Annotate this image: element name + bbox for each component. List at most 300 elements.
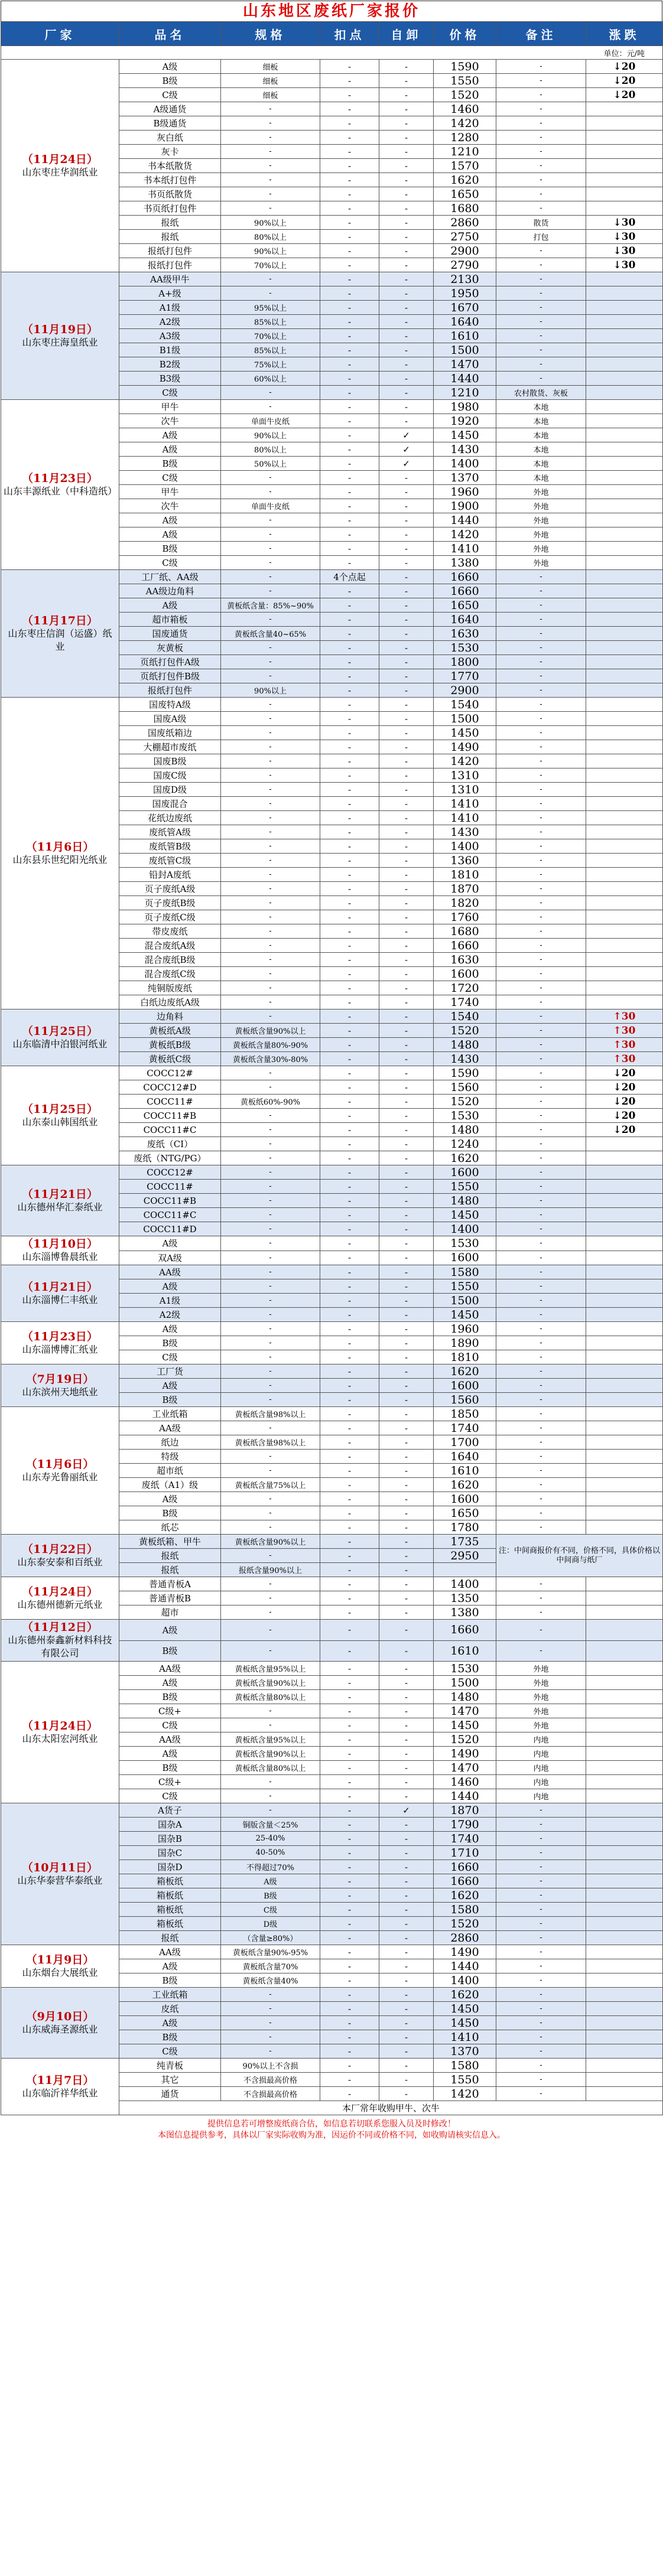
cell-change <box>586 740 663 754</box>
cell-deduct: - <box>320 1718 379 1732</box>
cell-deduct: - <box>320 641 379 655</box>
cell-product: 通货 <box>119 2087 221 2101</box>
cell-change: ↓30 <box>586 216 663 230</box>
cell-change <box>586 613 663 627</box>
cell-deduct: - <box>320 1180 379 1194</box>
cell-deduct: - <box>320 272 379 286</box>
cell-unload: - <box>379 1973 434 1988</box>
cell-deduct: - <box>320 442 379 457</box>
cell-price: 1890 <box>434 1336 496 1350</box>
cell-product: 纯青板 <box>119 2059 221 2073</box>
cell-product: 黄板纸C级 <box>119 1052 221 1066</box>
cell-spec: 黄板纸含量95%以上 <box>221 1732 320 1747</box>
cell-price: 1370 <box>434 2044 496 2059</box>
cell-unload: - <box>379 216 434 230</box>
cell-spec: - <box>221 1308 320 1322</box>
cell-spec: - <box>221 1988 320 2002</box>
cell-change <box>586 1506 663 1520</box>
cell-spec: - <box>221 967 320 981</box>
cell-unload: - <box>379 1364 434 1379</box>
cell-unload: - <box>379 2059 434 2073</box>
cell-deduct: - <box>320 1931 379 1945</box>
cell-change: ↓20 <box>586 1123 663 1137</box>
cell-unload: - <box>379 1336 434 1350</box>
cell-change <box>586 641 663 655</box>
cell-spec: - <box>221 527 320 542</box>
cell-deduct: - <box>320 556 379 570</box>
cell-change <box>586 343 663 357</box>
cell-spec: - <box>221 485 320 499</box>
cell-remark: 外地 <box>496 499 586 513</box>
cell-price: 1640 <box>434 315 496 329</box>
cell-spec: - <box>221 854 320 868</box>
cell-price: 1520 <box>434 88 496 102</box>
cell-product: 国杂D <box>119 1860 221 1874</box>
cell-deduct: - <box>320 839 379 854</box>
cell-deduct: - <box>320 1549 379 1563</box>
cell-unload: - <box>379 1988 434 2002</box>
footer <box>1 2115 662 2141</box>
cell-product: 报纸 <box>119 1931 221 1945</box>
cell-unload: - <box>379 1024 434 1038</box>
cell-unload: - <box>379 1450 434 1464</box>
cell-deduct: - <box>320 1888 379 1903</box>
cell-change <box>586 1464 663 1478</box>
cell-spec: 黄板纸含量：85%~90% <box>221 598 320 613</box>
cell-change <box>586 386 663 400</box>
cell-product: 超市纸 <box>119 1464 221 1478</box>
cell-price: 1380 <box>434 1605 496 1620</box>
cell-price: 1400 <box>434 457 496 471</box>
cell-product: 报纸打包件 <box>119 683 221 698</box>
cell-deduct: - <box>320 768 379 783</box>
cell-spec: - <box>221 1421 320 1435</box>
cell-deduct: - <box>320 1662 379 1676</box>
unit-row <box>1 46 663 60</box>
cell-change <box>586 783 663 797</box>
cell-deduct: - <box>320 74 379 88</box>
cell-product: 带皮废纸 <box>119 924 221 939</box>
cell-unload: - <box>379 740 434 754</box>
cell-spec: 单面牛皮纸 <box>221 414 320 428</box>
cell-price: 1660 <box>434 570 496 584</box>
cell-price: 1550 <box>434 74 496 88</box>
cell-unload: - <box>379 797 434 811</box>
factory-cell <box>1 1535 119 1577</box>
cell-change <box>586 485 663 499</box>
cell-deduct: - <box>320 542 379 556</box>
cell-deduct: - <box>320 2016 379 2030</box>
cell-spec: - <box>221 1137 320 1151</box>
cell-deduct: - <box>320 1761 379 1775</box>
cell-spec: - <box>221 1718 320 1732</box>
cell-spec: - <box>221 868 320 882</box>
cell-price: 2900 <box>434 244 496 258</box>
cell-unload: - <box>379 1265 434 1279</box>
cell-change <box>586 1279 663 1294</box>
cell-product: 国杂B <box>119 1832 221 1846</box>
cell-deduct: - <box>320 2002 379 2016</box>
cell-product: B级 <box>119 1336 221 1350</box>
cell-deduct: - <box>320 995 379 1009</box>
cell-change <box>586 1988 663 2002</box>
cell-remark: 本地 <box>496 442 586 457</box>
cell-spec: - <box>221 655 320 669</box>
cell-spec: - <box>221 1640 320 1662</box>
factory-name: 山东泰安泰和百纸业 <box>17 1556 103 1568</box>
cell-price: 1450 <box>434 428 496 442</box>
cell-change <box>586 1888 663 1903</box>
cell-product: 超市箱板 <box>119 613 221 627</box>
cell-remark: - <box>496 1080 586 1095</box>
cell-deduct: - <box>320 1379 379 1393</box>
cell-deduct: - <box>320 1308 379 1322</box>
cell-remark: - <box>496 1009 586 1024</box>
cell-price: 1310 <box>434 768 496 783</box>
cell-unload: - <box>379 1421 434 1435</box>
factory-cell <box>1 1803 119 1945</box>
cell-deduct: - <box>320 740 379 754</box>
factory-date: （10月11日） <box>22 1861 98 1874</box>
cell-spec: 黄板纸60%-90% <box>221 1095 320 1109</box>
cell-unload: - <box>379 1236 434 1251</box>
cell-unload: - <box>379 1690 434 1704</box>
cell-remark: - <box>496 2044 586 2059</box>
cell-change <box>586 1818 663 1832</box>
cell-deduct: - <box>320 1988 379 2002</box>
cell-change <box>586 939 663 953</box>
cell-price: 1720 <box>434 981 496 995</box>
factory-cell <box>1 1265 119 1322</box>
cell-unload: - <box>379 1520 434 1535</box>
cell-unload: - <box>379 1789 434 1803</box>
cell-price: 1500 <box>434 1676 496 1690</box>
cell-change <box>586 1832 663 1846</box>
cell-remark: - <box>496 1379 586 1393</box>
cell-deduct: - <box>320 102 379 116</box>
cell-product: A级 <box>119 428 221 442</box>
cell-deduct: - <box>320 797 379 811</box>
cell-product: C级 <box>119 556 221 570</box>
cell-price: 1530 <box>434 1662 496 1676</box>
cell-deduct: - <box>320 1080 379 1095</box>
cell-price: 1520 <box>434 1024 496 1038</box>
cell-deduct: - <box>320 1520 379 1535</box>
cell-change <box>586 542 663 556</box>
cell-deduct: - <box>320 116 379 131</box>
cell-deduct: - <box>320 1095 379 1109</box>
cell-deduct: - <box>320 428 379 442</box>
cell-product: A级 <box>119 513 221 527</box>
cell-remark: - <box>496 669 586 683</box>
cell-remark: 内地 <box>496 1775 586 1789</box>
cell-remark: 内地 <box>496 1761 586 1775</box>
cell-product: 废纸管A级 <box>119 825 221 839</box>
cell-spec: A级 <box>221 1874 320 1888</box>
cell-change <box>586 1874 663 1888</box>
cell-unload: - <box>379 471 434 485</box>
cell-change <box>586 499 663 513</box>
cell-product: 次牛 <box>119 414 221 428</box>
cell-change <box>586 1931 663 1945</box>
cell-unload: - <box>379 301 434 315</box>
cell-change <box>586 811 663 825</box>
cell-price: 1480 <box>434 1123 496 1137</box>
cell-change <box>586 1747 663 1761</box>
cell-unload: - <box>379 102 434 116</box>
cell-unload: - <box>379 1662 434 1676</box>
cell-spec: 黄板纸含量90%-95% <box>221 1945 320 1959</box>
cell-change <box>586 1322 663 1336</box>
cell-spec: 黄板纸含量40~65% <box>221 627 320 641</box>
cell-unload: - <box>379 627 434 641</box>
cell-remark: - <box>496 2059 586 2073</box>
cell-unload: - <box>379 1407 434 1421</box>
cell-deduct: - <box>320 187 379 201</box>
cell-change <box>586 2016 663 2030</box>
cell-product: C级 <box>119 1789 221 1803</box>
cell-spec: - <box>221 768 320 783</box>
cell-remark: - <box>496 2002 586 2016</box>
cell-spec: - <box>221 272 320 286</box>
cell-price: 1810 <box>434 868 496 882</box>
cell-spec: - <box>221 116 320 131</box>
cell-change: ↓20 <box>586 1109 663 1123</box>
cell-deduct: - <box>320 2044 379 2059</box>
cell-spec: - <box>221 2030 320 2044</box>
cell-price: 1500 <box>434 712 496 726</box>
cell-price: 2790 <box>434 258 496 272</box>
cell-spec: - <box>221 1279 320 1294</box>
cell-product: A级通货 <box>119 102 221 116</box>
cell-unload: - <box>379 1194 434 1208</box>
cell-spec: - <box>221 400 320 414</box>
cell-price: 1620 <box>434 1888 496 1903</box>
factory-date: （7月19日） <box>25 1372 95 1386</box>
factory-cell <box>1 1364 119 1407</box>
cell-spec: 70%以上 <box>221 329 320 343</box>
cell-spec: 75%以上 <box>221 357 320 372</box>
cell-spec: - <box>221 712 320 726</box>
cell-deduct: - <box>320 1903 379 1917</box>
cell-remark: - <box>496 598 586 613</box>
cell-price: 1920 <box>434 414 496 428</box>
cell-unload: - <box>379 116 434 131</box>
cell-product: 报纸 <box>119 1563 221 1577</box>
cell-deduct: - <box>320 854 379 868</box>
cell-unload: - <box>379 1294 434 1308</box>
cell-deduct: - <box>320 1236 379 1251</box>
cell-spec: 黄板纸含量90%以上 <box>221 1676 320 1690</box>
cell-remark: - <box>496 825 586 839</box>
cell-change <box>586 570 663 584</box>
cell-remark: - <box>496 1336 586 1350</box>
cell-deduct: - <box>320 1747 379 1761</box>
cell-product: 书页纸打包件 <box>119 201 221 216</box>
cell-remark: - <box>496 116 586 131</box>
cell-product: 灰白纸 <box>119 131 221 145</box>
cell-deduct: - <box>320 1775 379 1789</box>
cell-product: COCC12# <box>119 1066 221 1080</box>
cell-product: 甲牛 <box>119 485 221 499</box>
cell-spec: - <box>221 1364 320 1379</box>
cell-product: 双A级 <box>119 1250 221 1265</box>
cell-change <box>586 1761 663 1775</box>
cell-spec: - <box>221 187 320 201</box>
cell-deduct: - <box>320 1959 379 1973</box>
cell-deduct: - <box>320 1336 379 1350</box>
cell-change <box>586 102 663 116</box>
table-body <box>1 60 663 2115</box>
cell-spec: 90%以上 <box>221 216 320 230</box>
cell-product: 国废通货 <box>119 627 221 641</box>
cell-product: 混合废纸A级 <box>119 939 221 953</box>
cell-change <box>586 329 663 343</box>
cell-change <box>586 1250 663 1265</box>
factory-cell <box>1 400 119 570</box>
cell-price: 1570 <box>434 159 496 173</box>
cell-deduct: - <box>320 1350 379 1364</box>
table-row <box>1 1066 663 1080</box>
cell-spec: - <box>221 1506 320 1520</box>
cell-product: A级 <box>119 1620 221 1641</box>
table-row <box>1 1364 663 1379</box>
cell-change <box>586 967 663 981</box>
cell-unload: - <box>379 386 434 400</box>
cell-spec: 细板 <box>221 88 320 102</box>
cell-spec: - <box>221 1080 320 1095</box>
cell-deduct: - <box>320 1704 379 1718</box>
cell-price: 1770 <box>434 669 496 683</box>
cell-product: 废纸管B级 <box>119 839 221 854</box>
cell-remark: - <box>496 372 586 386</box>
cell-change: ↓20 <box>586 1095 663 1109</box>
cell-deduct: - <box>320 1123 379 1137</box>
cell-change <box>586 768 663 783</box>
cell-change: ↓30 <box>586 230 663 244</box>
cell-change <box>586 726 663 740</box>
cell-unload: - <box>379 598 434 613</box>
cell-remark: - <box>496 896 586 910</box>
cell-product: COCC11# <box>119 1180 221 1194</box>
cell-change <box>586 2059 663 2073</box>
cell-price: 1440 <box>434 372 496 386</box>
cell-price: 1430 <box>434 1052 496 1066</box>
cell-price: 1660 <box>434 939 496 953</box>
cell-unload: - <box>379 1535 434 1549</box>
cell-unload: - <box>379 2073 434 2087</box>
cell-deduct: - <box>320 1478 379 1492</box>
cell-price: 1640 <box>434 613 496 627</box>
cell-deduct: - <box>320 145 379 159</box>
cell-spec: - <box>221 783 320 797</box>
cell-change <box>586 2030 663 2044</box>
cell-deduct: - <box>320 967 379 981</box>
cell-remark: - <box>496 159 586 173</box>
cell-price: 1530 <box>434 641 496 655</box>
cell-change <box>586 315 663 329</box>
cell-unload: ✓ <box>379 1803 434 1818</box>
cell-deduct: - <box>320 173 379 187</box>
cell-unload: - <box>379 1095 434 1109</box>
cell-price: 2950 <box>434 1549 496 1563</box>
cell-spec: - <box>221 1492 320 1506</box>
cell-deduct: - <box>320 1605 379 1620</box>
cell-product: A级 <box>119 527 221 542</box>
cell-product: B级 <box>119 1690 221 1704</box>
cell-change <box>586 1222 663 1236</box>
cell-deduct: - <box>320 1563 379 1577</box>
cell-price: 1960 <box>434 485 496 499</box>
cell-product: C级 <box>119 2044 221 2059</box>
factory-name: 山东淄博鲁晨纸业 <box>22 1251 98 1262</box>
cell-unload: - <box>379 868 434 882</box>
header-spec: 规格 <box>221 22 320 46</box>
cell-deduct: - <box>320 1279 379 1294</box>
cell-change <box>586 882 663 896</box>
cell-deduct: - <box>320 1151 379 1165</box>
cell-product: A1级 <box>119 301 221 315</box>
cell-unload: - <box>379 1818 434 1832</box>
cell-price: 1870 <box>434 882 496 896</box>
cell-remark: - <box>496 1151 586 1165</box>
cell-price: 1620 <box>434 1364 496 1379</box>
cell-product: COCC11#B <box>119 1194 221 1208</box>
cell-spec: - <box>221 2016 320 2030</box>
cell-remark: 本地 <box>496 457 586 471</box>
cell-product: COCC12# <box>119 1165 221 1180</box>
cell-remark: - <box>496 1818 586 1832</box>
cell-change: ↑30 <box>586 1052 663 1066</box>
cell-deduct: - <box>320 1973 379 1988</box>
cell-spec: - <box>221 669 320 683</box>
cell-change <box>586 1620 663 1641</box>
factory-date: （11月10日） <box>22 1237 98 1250</box>
cell-deduct: - <box>320 1464 379 1478</box>
cell-price: 1520 <box>434 1732 496 1747</box>
cell-deduct: - <box>320 1364 379 1379</box>
factory-cell <box>1 1988 119 2059</box>
cell-product: 花纸边废纸 <box>119 811 221 825</box>
factory-name: 山东临清中泊银河纸业 <box>12 1038 108 1050</box>
cell-deduct: - <box>320 1194 379 1208</box>
cell-change <box>586 159 663 173</box>
cell-unload: - <box>379 527 434 542</box>
cell-remark: 散货 <box>496 216 586 230</box>
cell-spec: 85%以上 <box>221 315 320 329</box>
cell-spec: - <box>221 556 320 570</box>
factory-name: 山东枣庄信润（运盛）纸业 <box>8 627 112 652</box>
table-row <box>1 1662 663 1676</box>
cell-product: 灰卡 <box>119 145 221 159</box>
cell-price: 1650 <box>434 598 496 613</box>
cell-unload: - <box>379 1931 434 1945</box>
cell-price: 1460 <box>434 102 496 116</box>
cell-unload: - <box>379 286 434 301</box>
cell-deduct: - <box>320 201 379 216</box>
cell-unload: - <box>379 2016 434 2030</box>
cell-spec: 黄板纸含量80%-90% <box>221 1038 320 1052</box>
cell-deduct: - <box>320 882 379 896</box>
cell-product: 大棚超市废纸 <box>119 740 221 754</box>
cell-change <box>586 145 663 159</box>
cell-unload: - <box>379 1492 434 1506</box>
cell-price: 2130 <box>434 272 496 286</box>
cell-remark: - <box>496 1888 586 1903</box>
cell-price: 1760 <box>434 910 496 924</box>
cell-spec: 黄板纸含量75%以上 <box>221 1478 320 1492</box>
cell-spec: - <box>221 1379 320 1393</box>
